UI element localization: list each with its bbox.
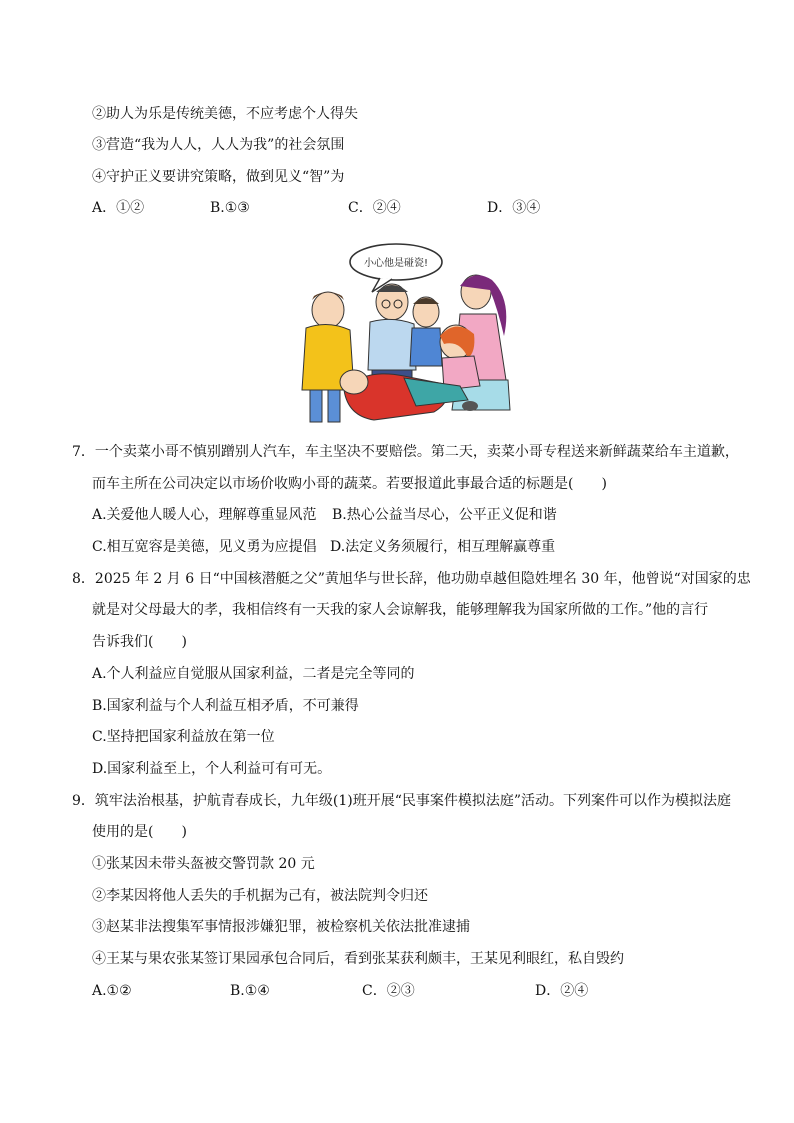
q7-option-b: B.热心公益当尽心，公平正义促和谐 (332, 507, 557, 523)
q6-option-b: B.①③ (210, 200, 250, 216)
q8-option-d: D.国家利益至上，个人利益可有可无。 (92, 761, 332, 777)
q6-option-a: A．①② (92, 200, 145, 216)
q7-option-c: C.相互宽容是美德，见义勇为应提倡 (92, 539, 317, 555)
q8-option-b: B.国家利益与个人利益互相矛盾，不可兼得 (92, 698, 359, 714)
q6-item-3: ③营造“我为人人，人人为我”的社会氛围 (92, 137, 345, 153)
q9-stem-line-1: 9．筑牢法治根基，护航青春成长，九年级(1)班开展“民事案件模拟法庭”活动。下列案件可以作为模拟法庭 (72, 793, 732, 809)
q7-option-a: A.关爱他人暖人心，理解尊重显风范 (92, 507, 317, 523)
q8-stem-line-1: 8．2025 年 2 月 6 日“中国核潜艇之父”黄旭华与世长辞，他功勋卓越但隐姓埋名 30 年，他曾说“对国家的忠 (72, 571, 751, 587)
q9-option-d: D．②④ (535, 983, 589, 999)
q9-option-a: A.①② (92, 983, 132, 999)
q9-item-2: ②李某因将他人丢失的手机据为己有，被法院判令归还 (92, 888, 428, 904)
speech-bubble-text: 小心他是碰瓷! (363, 258, 429, 269)
q6-option-d: D．③④ (487, 200, 541, 216)
q9-option-c: C．②③ (362, 983, 415, 999)
q7-stem-line-1: 7．一个卖菜小哥不慎别蹭别人汽车，车主坚决不要赔偿。第二天，卖菜小哥专程送来新鲜蔬菜给车主道歉， (72, 444, 739, 460)
q8-option-c: C.坚持把国家利益放在第一位 (92, 729, 275, 745)
q8-stem-line-3: 告诉我们( ) (92, 634, 187, 650)
cartoon-illustration (284, 240, 528, 426)
q9-option-b: B.①④ (230, 983, 270, 999)
figure-girl (440, 325, 480, 390)
q9-item-1: ①张某因未带头盔被交警罚款 20 元 (92, 856, 315, 872)
figure-boy (410, 297, 442, 366)
q6-item-2: ②助人为乐是传统美德，不应考虑个人得失 (92, 106, 358, 122)
q8-option-a: A.个人利益应自觉服从国家利益，二者是完全等同的 (92, 666, 415, 682)
q6-item-4: ④守护正义要讲究策略，做到见义“智”为 (92, 169, 345, 185)
q7-option-d: D.法定义务须履行，相互理解赢尊重 (330, 539, 556, 555)
q8-stem-line-2: 就是对父母最大的孝，我相信终有一天我的家人会谅解我，能够理解我为国家所做的工作。”他的言行 (92, 602, 709, 618)
q7-stem-line-2: 而车主所在公司决定以市场价收购小哥的蔬菜。若要报道此事最合适的标题是( ) (92, 476, 607, 492)
q9-stem-line-2: 使用的是( ) (92, 824, 187, 840)
figure-yellow-man (302, 292, 354, 422)
q9-item-4: ④王某与果农张某签订果园承包合同后，看到张某获利颇丰，王某见利眼红，私自毁约 (92, 951, 624, 967)
q6-option-c: C．②④ (348, 200, 401, 216)
q9-item-3: ③赵某非法搜集军事情报涉嫌犯罪，被检察机关依法批准逮捕 (92, 919, 470, 935)
